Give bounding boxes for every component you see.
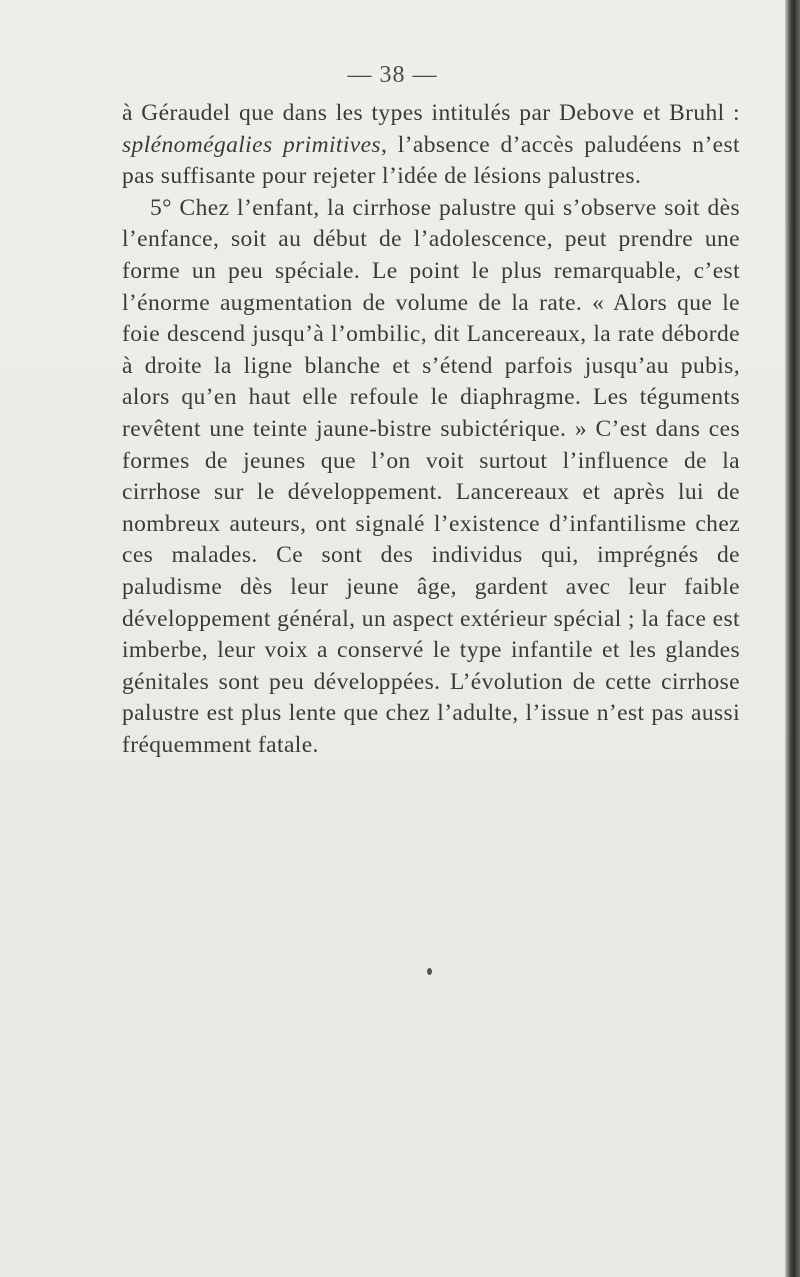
ink-speck — [427, 968, 432, 975]
paragraph-2: 5° Chez l’enfant, la cirrhose palustre qui s’observe soit dès l’enfance, soit au début de l’adolescence, peut prendre une forme un peu spéciale. Le point le plus remarquable, c’est l’énorme augmentation de volume de la rate. « Alors que le foie descend jusqu’à l’ombilic, dit Lancereaux, la rate déborde à droite la ligne blanche et s’étend parfois jusqu’au pubis, alors qu’en haut elle refoule le diaphragme. Les téguments revêtent une teinte jaune-bistre subictérique. » C’est dans ces formes de jeunes que l’on voit surtout l’influence de la cirrhose sur le développement. Lancereaux et après lui de nombreux auteurs, ont signalé l’existence d’infantilisme chez ces malades. Ce sont des individus qui, imprégnés de paludisme dès leur jeune âge, gardent avec leur faible développement général, un aspect extérieur spécial ; la face est imberbe, leur voix a conservé le type infantile et les glandes génitales sont peu développées. L’évolution de cette cirrhose palustre est plus lente que chez l’adulte, l’issue n’est pas aussi fréquemment fatale. — [122, 194, 740, 758]
body-text — [122, 98, 740, 761]
paragraph-1-end: , l’absence d’accès paludéens n’est pas suffisante pour rejeter l’idée de lésions palustres. — [122, 131, 740, 190]
paragraph-1 — [122, 98, 740, 193]
italic-term: splénomégalies primitives — [122, 131, 381, 158]
page-binding-edge — [785, 0, 800, 1277]
page-number: — 38 — — [347, 62, 438, 88]
paragraph-1-start: à Géraudel que dans les types intitulés par Debove et Bruhl : — [122, 100, 740, 126]
